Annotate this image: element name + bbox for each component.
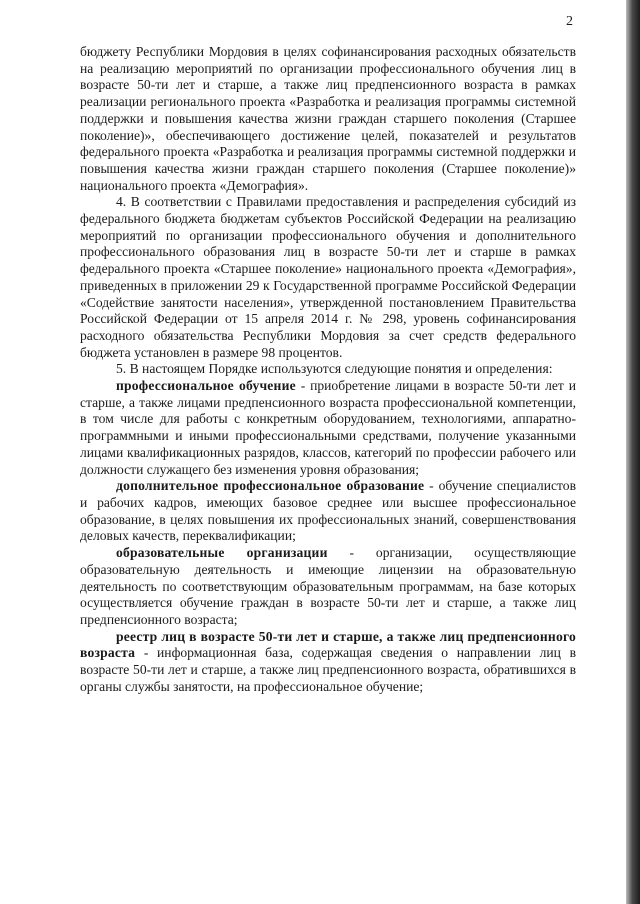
paragraph-item-4	[80, 194, 576, 361]
definition-educational-organizations	[80, 545, 576, 629]
definition-term: дополнительное профессиональное образование	[116, 478, 425, 494]
definition-additional-education	[80, 478, 576, 545]
page-number: 2	[566, 14, 573, 29]
paragraph-text: 5. В настоящем Порядке используются следующие понятия и определения:	[116, 361, 553, 377]
paragraph-continuation	[80, 44, 576, 194]
definition-professional-training	[80, 378, 576, 478]
definition-text: - организации, осуществляющие образовательную деятельность и имеющие лицензии на образовательную деятельность по соответствующим образовательным программам, на базе которых осуществляется обучение граждан в возрасте 50-ти лет и старше, а также лиц предпенсионного возраста;	[80, 545, 576, 627]
definition-text: - обучение специалистов и рабочих кадров, имеющих базовое среднее или высшее профессиональное образование, в целях повышения их профессиональных знаний, совершенствования деловых качеств, переквалификации;	[80, 478, 576, 544]
paragraph-item-5	[80, 361, 576, 378]
paragraph-text: бюджету Республики Мордовия в целях софинансирования расходных обязательств на реализацию мероприятий по организации профессионального обучения лиц в возрасте 50-ти лет и старше, а также лиц предпенсионного возраста в рамках реализации регионального проекта «Разработка и реализация программы системной поддержки и повышения качества жизни граждан старшего поколения (Старшее поколение)», обеспечивающего достижение целей, показателей и результатов федерального проекта «Разработка и реализация программы системной поддержки и повышения качества жизни граждан старшего поколения (Старшее поколение)» национального проекта «Демография».	[80, 44, 576, 193]
paragraph-text: 4. В соответствии с Правилами предоставления и распределения субсидий из федерального бюджета бюджетам субъектов Российской Федерации на реализацию мероприятий по организации профессионального обучения и дополнительного профессионального образования лиц в возрасте 50-ти лет и старше в рамках федерального проекта «Старшее поколение» национального проекта «Демография», приведенных в приложении 29 к Государственной программе Российской Федерации «Содействие занятости населения», утвержденной постановлением Правительства Российской Федерации от 15 апреля 2014 г. № 298, уровень софинансирования расходного обязательства Республики Мордовия за счет средств федерального бюджета установлен в размере 98 процентов.	[80, 194, 576, 360]
document-body	[80, 44, 576, 695]
definition-term: профессиональное обучение	[116, 378, 296, 394]
definition-term: реестр лиц в возрасте 50-ти лет и старше, а также лиц предпенсионного возраста	[80, 628, 576, 661]
definition-text: - приобретение лицами в возрасте 50-ти лет и старше, а также лицами предпенсионного возраста профессиональной компетенции, в том числе для работы с конкретным оборудованием, технологиями, аппаратно-программными и иными профессиональными средствами, получение указанными лицами квалификационных разрядов, классов, категорий по профессии рабочего или должности служащего без изменения уровня образования;	[80, 378, 576, 477]
scan-edge-shadow	[626, 0, 640, 904]
definition-registry	[80, 629, 576, 696]
definition-term: образовательные организации	[116, 545, 328, 561]
definition-text: - информационная база, содержащая сведения о направлении лиц в возрасте 50-ти лет и старше, а также лиц предпенсионного возраста, обратившихся в органы службы занятости, на профессиональное обучение;	[80, 645, 576, 694]
